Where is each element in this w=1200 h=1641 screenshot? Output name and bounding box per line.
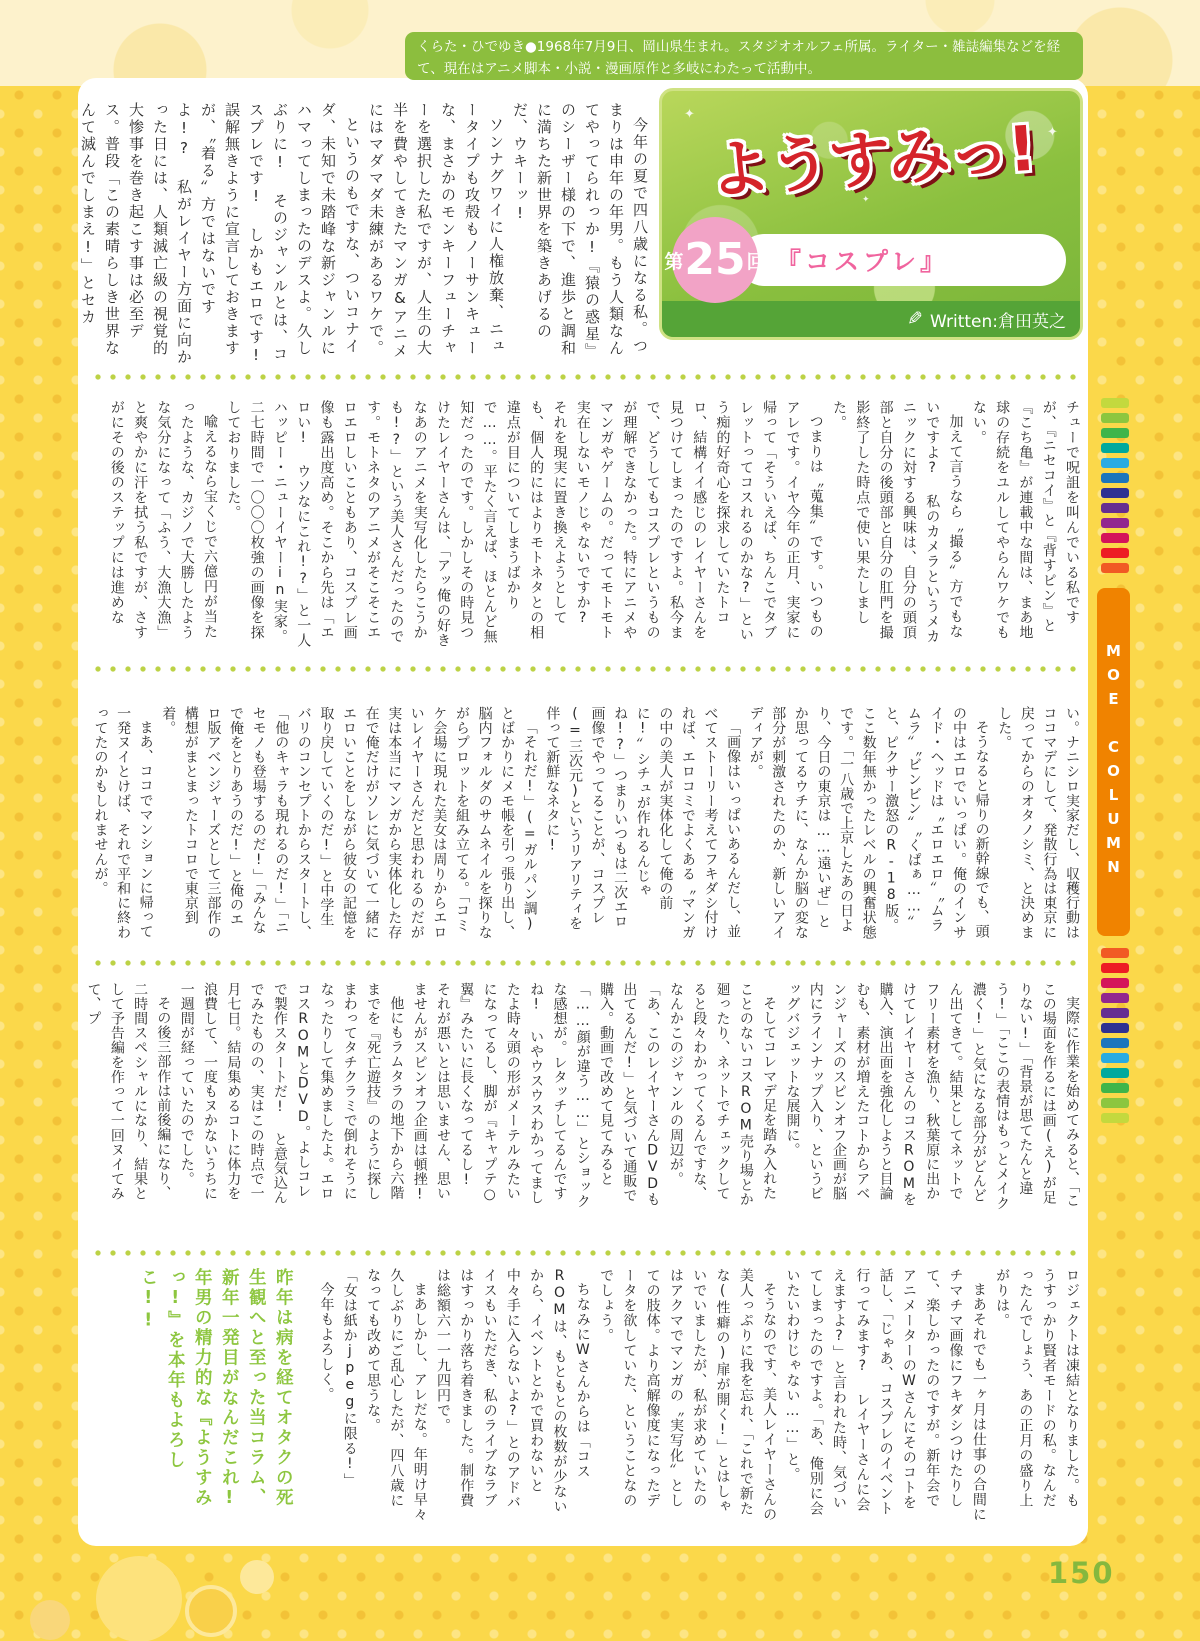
column-text-band-2: チューで呪詛を叫んでいる私ですが、『ニセコイ』と『背すピン』と『こち亀』が連載中な間は、まあ地球の存続をユルしてやらんワケでもない。 加えて言うなら〝撮る〟方でもないですよ? 私のカメラというメカニックに対する興味は、自分の頭頂部と自分の後頭部と自分の肛門を撮影終了した時点で使い果たしました。 つまりは〝蒐集〟です。いつものアレです。イヤ今年の正月、実家に帰って「そういえば、ちんこでタブレットってコスれるのかな?」という痴的好奇心を探求していたトコロ、結構イイ感じのレイヤーさんを見つけてしまったのですよ。私今まで、どうしてもコスプレというものが理解できなかった。特にアニメやマンガやゲームの。だってモトモト実在しないモノじゃないですか? それを現実に置き換えようとしても、個人的にはよりモトネタとの相違点が目についてしまうばかりで……。平たく言えば、ほとんど無知だったのです。しかしその時見つけたレイヤーさんは、「アッ俺の好きなあのアニメを実写化したらこうかも!?」という美人さんだったのです。モトネタのアニメがそこそこエロエロしいこともあり、コスプレ画像も露出度高め。そこから先は「エロい! ウソなにこれ!?」と一人ハッピー・ニューイヤーin実家。二七時間で一〇〇〇枚強の画像を探しておりました。 喩えるなら宝くじで六億円が当たったような、カジノで大勝したような気分になって「ふう、大漁大漁」と爽やかに汗を拭う私ですが、さすがにその後のステップには進めな — [108, 400, 1080, 648]
decorative-bubble — [185, 1585, 237, 1637]
writer-credit: Written:倉田英之 — [929, 311, 1066, 332]
column-title-box — [659, 88, 1083, 340]
sparkle-icon — [1047, 125, 1058, 140]
episode-badge-prefix: 第 — [664, 250, 684, 273]
column-text-band-1: 今年の夏で四八歳になる私。つまりは申年の年男。もう人類なんてやってられっか!『猿の惑星』のシーザー様の下で、進歩と調和に満ちた新世界を築きあげるのだ、ウキーッ! ソンナグワイに人権放棄、ニュータイプも攻殻もノーサンキューな、まさかのモンキーフューチャーを選択した私ですが、人生の大半を費やしてきたマンガ&アニメにはマダマダ未練があるワケで。 というのもですな、ついコナイダ、未知で未踏峰な新ジャンルにハマってしまったのデスよ。久しぶりに! そのジャンルとは、コスプレです! しかもエロです! 誤解無きように宣言しておきますが、〝着る〟方ではないですよ!? 私がレイヤー方面に向かった日には、人類滅亡級の視覚的大惨事を巻き起こす事は必至デス。普段「この素晴らしき世界なんて滅んでしまえ!」とセカ — [79, 102, 649, 366]
column-logo-text: ようすみっ! — [706, 111, 1037, 207]
side-rail-stripes-top — [1101, 398, 1129, 578]
dotted-separator — [95, 374, 1081, 380]
episode-badge-number: 25 — [684, 234, 746, 285]
episode-title-pill — [738, 234, 1066, 286]
decorative-bubble — [96, 1556, 182, 1641]
pencil-icon — [907, 308, 923, 330]
dotted-separator — [95, 960, 1081, 966]
dotted-separator — [95, 1250, 1081, 1256]
dotted-separator — [95, 666, 1081, 672]
column-text-band-3: い。ナニシロ実家だし、収穫行動はココマデにして、発散行為は東京に戻ってからのオタノシミ、と決めました。 そうなると帰りの新幹線でも、頭の中はエロでいっぱい。俺のインサイド・ヘッドは〝エロエロ〟〝ムラムラ〟〝ビンビン〟〝くぱぁ……〟と、ピクサー激怒のR-18版。ここ数年無かったレベルの興奮状態です。「一八歳で上京したあの日より、今日の東京は……遠いぜ」とか思ってるウチに、なんか脳の変な部分が刺激されたのか、新しいアイディアが。 「画像はいっぱいあるんだし、並べてストーリー考えてフキダシ付ければ、エロコミでよくある〝マンガの中の美人が実体化して俺の前に!〟シチュが作れるんじゃね!?」つまりいつもは二次エロ画像でやってることが、コスプレ(=三次元)というリアリティを伴って新鮮なネタに! 「それだ!」(=ガルパン調)とばかりにメモ帳を引っ張り出し、脳内フォルダのサムネイルを探りながらプロットを組み立てる。「コミケ会場に現れた美女は周りからエロいレイヤーさんだと思われるのだが実は本当にマンガから実体化した存在で俺だけがソレに気づいて一緒にエロいことをしながら彼女の記憶を取り戻していくのだ!」と中学生バリのコンセプトからスタートし、「他のキャラも現れるのだ!」「ニセモノも登場するのだ!」「みんなで俺をとりあうのだ!」と俺のエロ版アベンジャーズとして三部作の構想がまとまったトコロで東京到着。 まあ、ココでマンションに帰って一発ヌイとけば、それで平和に終わってたのかもしれませんが。 — [92, 706, 1080, 940]
decorative-bubble — [240, 1560, 274, 1594]
episode-title: 『コスプレ』 — [776, 247, 950, 276]
side-rail-stripes-bottom — [1101, 948, 1129, 1128]
column-text-band-5: ロジェクトは凍結となりました。もうすっかり賢者モードの私。なんだったんでしょう、あの正月の盛り上がりは。 まあそれでも一ヶ月は仕事の合間にチマチマ画像にフキダシつけたりして、楽しかったのですが。新年会でアニメーターのWさんにそのコトを話し、「じゃあ、コスプレのイベント行ってみます? レイヤーさんに会えますよ?」と言われた時、気づいてしまったのですよ。「あ、俺別に会いたいわけじゃない……」と。 そうなのです、美人レイヤーさんの美人っぷりに我を忘れ、「これで新たな(性癖の)扉が開く!」とはしゃいでいましたが、私が求めていたのはアクマでマンガの〝実写化〟としての肢体。より高解像度になったデータを欲していた、ということなのでしょう。 ちなみにWさんからは「コスROMは、もともとの枚数が少ないから、イベントとかで買わないと中々手に入らないよ?」とのアドバイスもいただき、私のライブなラブはすっかり落ち着きました。制作費は総額六一一九四円で。 まあしかし、アレだな。年明け早々久しぶりにご乱心したが、四八歳になっても改めて思うな。 「女は紙かjpegに限る!」 今年もよろしく。 昨年は病を経てオタクの死生観へと至った当コラム、新年一発目がなんだこれ! 年男の精力的な『ようすみっ!』を本年もよろしこ!! — [138, 1268, 1080, 1522]
episode-row — [662, 217, 1080, 303]
sparkle-icon — [684, 107, 695, 122]
episode-badge-suffix: 回 — [746, 250, 766, 273]
column-text-band-4: 実際に作業を始めてみると、「ここの場面を作るには画(え)が足りない!」「背景が思てたんと違う!」「ここの表情はもっとメイク濃く!」と気になる部分がどんどん出てきて。結果としてネットでフリー素材を漁り、秋葉原に出かけてレイヤーさんのコスROMを購入、演出面を強化しようと目論むも、素材が増えたコトからアベンジャーズのスピンオフ企画が脳内にラインナップ入り、というビッグバジェットな展開に。 そしてコレマデ足を踏み入れたことのないコスROM売り場とか廻ったり、ネットでチェックしてると段々わかってくるんですな、なんかこのジャンルの周辺が。「あ、このレイヤーさんDVDも出てるんだ!」と気づいて通販で購入。動画で改めて見てみると「……顔が違う……」とショックな感想が。レタッチしてるんですね! いやウスウスわかってましたよ時々頭の形がメーテルみたいになってるし、脚が『キャプテ○翼』みたいに長くなってるし! それが悪いとは思いません、思いませんがスピンオフ企画は頓挫! 他にもラムタラの地下から六階までを『死亡遊技』のように探しまわってタチクラミで倒れそうになったりして集めましたよ。エロコスROMとDVD。よしコレで製作スタートだ! と意気込んでみたものの、実はこの時点で一月七日。結局集めるコトに体力を浪費して、一度もヌかないうちに一週間が経っていたのでした。 その後三部作は前後編になり、二時間スペシャルになり、結果として予告編を作って一回ヌイてみて、プ — [85, 982, 1080, 1211]
column-logo — [662, 91, 1080, 217]
page-number: 150 — [1048, 1556, 1115, 1590]
moe-column-label: MOE COLUMN — [1104, 642, 1123, 882]
episode-number-badge — [664, 217, 766, 303]
author-bio: くらた・ひでゆき●1968年7月9日、岡山県生まれ。スタジオオルフェ所属。ライター・雑誌編集などを経て、現在はアニメ脚本・小説・漫画原作と多岐にわたって活動中。 — [405, 32, 1083, 80]
moe-column-tab — [1097, 588, 1130, 936]
decorative-bubble — [30, 1600, 70, 1640]
writer-credit-bar — [662, 301, 1080, 337]
